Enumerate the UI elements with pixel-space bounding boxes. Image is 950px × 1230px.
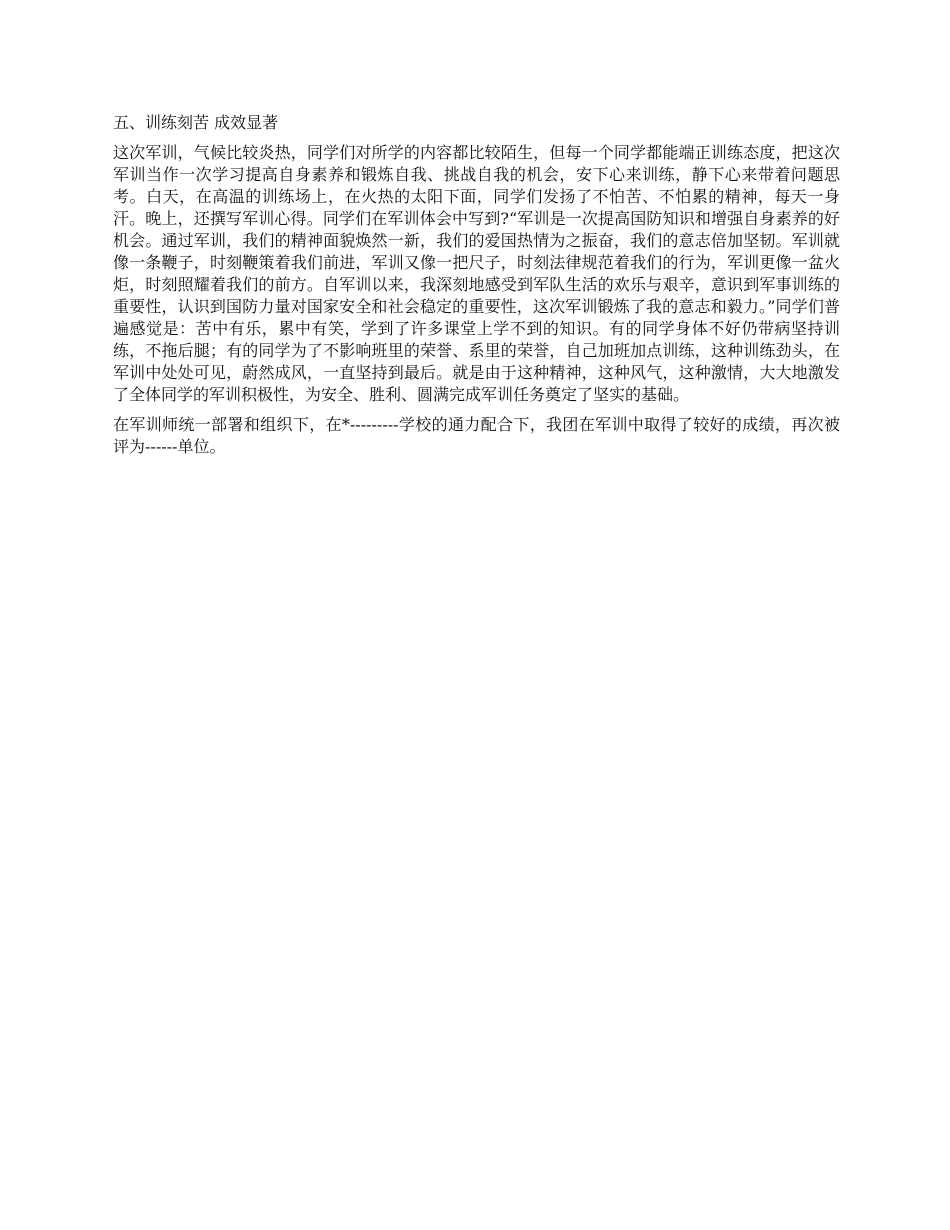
- paragraph-achievement: 在军训师统一部署和组织下，在*---------学校的通力配合下，我团在军训中取得了较好的成绩，再次被评为------单位。: [113, 415, 840, 456]
- document-body: [113, 112, 840, 466]
- paragraph-training-summary: 这次军训，气候比较炎热，同学们对所学的内容都比较陌生，但每一个同学都能端正训练态度，把这次军训当作一次学习提高自身素养和锻炼自我、挑战自我的机会，安下心来训练，静下心来带着问题思考。白天，在高温的训练场上，在火热的太阳下面，同学们发扬了不怕苦、不怕累的精神，每天一身汗。晚上，还撰写军训心得。同学们在军训体会中写到?“军训是一次提高国防知识和增强自身素养的好机会。通过军训，我们的精神面貌焕然一新，我们的爱国热情为之振奋，我们的意志倍加坚韧。军训就像一条鞭子，时刻鞭策着我们前进，军训又像一把尺子，时刻法律规范着我们的行为，军训更像一盆火炬，时刻照耀着我们的前方。自军训以来，我深刻地感受到军队生活的欢乐与艰辛，意识到军事训练的重要性，认识到国防力量对国家安全和社会稳定的重要性，这次军训锻炼了我的意志和毅力。”同学们普遍感觉是：苦中有乐，累中有笑，学到了许多课堂上学不到的知识。有的同学身体不好仍带病坚持训练，不拖后腿；有的同学为了不影响班里的荣誉、系里的荣誉，自己加班加点训练，这种训练劲头，在军训中处处可见，蔚然成风，一直坚持到最后。就是由于这种精神，这种风气，这种激情，大大地激发了全体同学的军训积极性，为安全、胜利、圆满完成军训任务奠定了坚实的基础。: [113, 143, 840, 404]
- section-heading: 五、训练刻苦 成效显著: [113, 113, 279, 132]
